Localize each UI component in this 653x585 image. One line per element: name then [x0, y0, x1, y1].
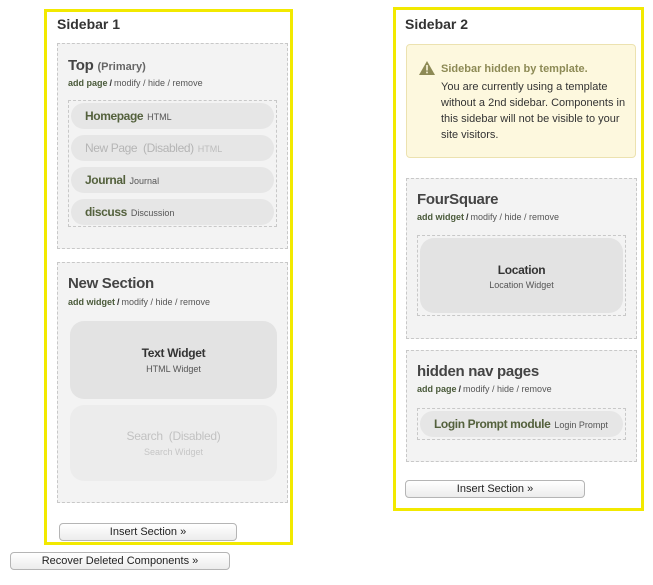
template-warning-notice: [406, 44, 636, 158]
add-widget-link[interactable]: add widget: [417, 212, 464, 222]
widget-location[interactable]: Location Location Widget: [420, 238, 623, 313]
widget-text[interactable]: Text Widget HTML Widget: [70, 321, 277, 399]
section-hidden-nav-actions: add page / modify / hide / remove: [417, 384, 552, 394]
section-foursquare-title: FourSquare: [417, 191, 499, 208]
section-new-section: [57, 262, 288, 503]
page-item-login-prompt[interactable]: Login Prompt module Login Prompt: [420, 411, 623, 437]
page-list: [417, 408, 626, 440]
page-list: [68, 100, 277, 227]
add-widget-link[interactable]: add widget: [68, 297, 115, 307]
section-actions-links[interactable]: modify / hide / remove: [121, 297, 211, 307]
section-foursquare: [406, 178, 637, 339]
insert-section-button-1[interactable]: Insert Section »: [59, 523, 237, 541]
notice-heading: Sidebar hidden by template.: [441, 63, 588, 75]
section-top-subtitle: (Primary): [97, 61, 146, 73]
sidebar-2: [393, 7, 644, 511]
section-hidden-nav-title: hidden nav pages: [417, 363, 539, 380]
section-top-title: Top (Primary): [68, 57, 146, 74]
add-page-link[interactable]: add page: [417, 384, 457, 394]
recover-deleted-components-button[interactable]: Recover Deleted Components »: [10, 552, 230, 570]
section-top: [57, 43, 288, 249]
widget-search[interactable]: Search (Disabled) Search Widget: [70, 405, 277, 481]
page-item-new-page[interactable]: New Page (Disabled) HTML: [71, 135, 274, 161]
widget-list: [417, 235, 626, 316]
page-item-discuss[interactable]: discuss Discussion: [71, 199, 274, 225]
sidebar-1: [44, 9, 293, 545]
notice-body: You are currently using a template without a 2nd sidebar. Components in this sidebar will not be visible to your site visitors.: [441, 81, 626, 141]
section-new-section-title: New Section: [68, 275, 154, 292]
page-item-homepage[interactable]: Homepage HTML: [71, 103, 274, 129]
section-actions-links[interactable]: modify / hide / remove: [463, 384, 552, 394]
section-top-actions: add page / modify / hide / remove: [68, 78, 203, 88]
sidebar-1-title: Sidebar 1: [57, 16, 121, 32]
section-new-section-actions: add widget / modify / hide / remove: [68, 297, 211, 307]
warning-icon: [419, 61, 435, 75]
section-actions-links[interactable]: modify / hide / remove: [470, 212, 560, 222]
insert-section-button-2[interactable]: Insert Section »: [405, 480, 585, 498]
sidebar-2-title: Sidebar 2: [405, 16, 469, 32]
section-actions-links[interactable]: modify / hide / remove: [114, 78, 203, 88]
add-page-link[interactable]: add page: [68, 78, 108, 88]
page-item-journal[interactable]: Journal Journal: [71, 167, 274, 193]
section-foursquare-actions: add widget / modify / hide / remove: [417, 212, 560, 222]
section-hidden-nav-pages: [406, 350, 637, 462]
